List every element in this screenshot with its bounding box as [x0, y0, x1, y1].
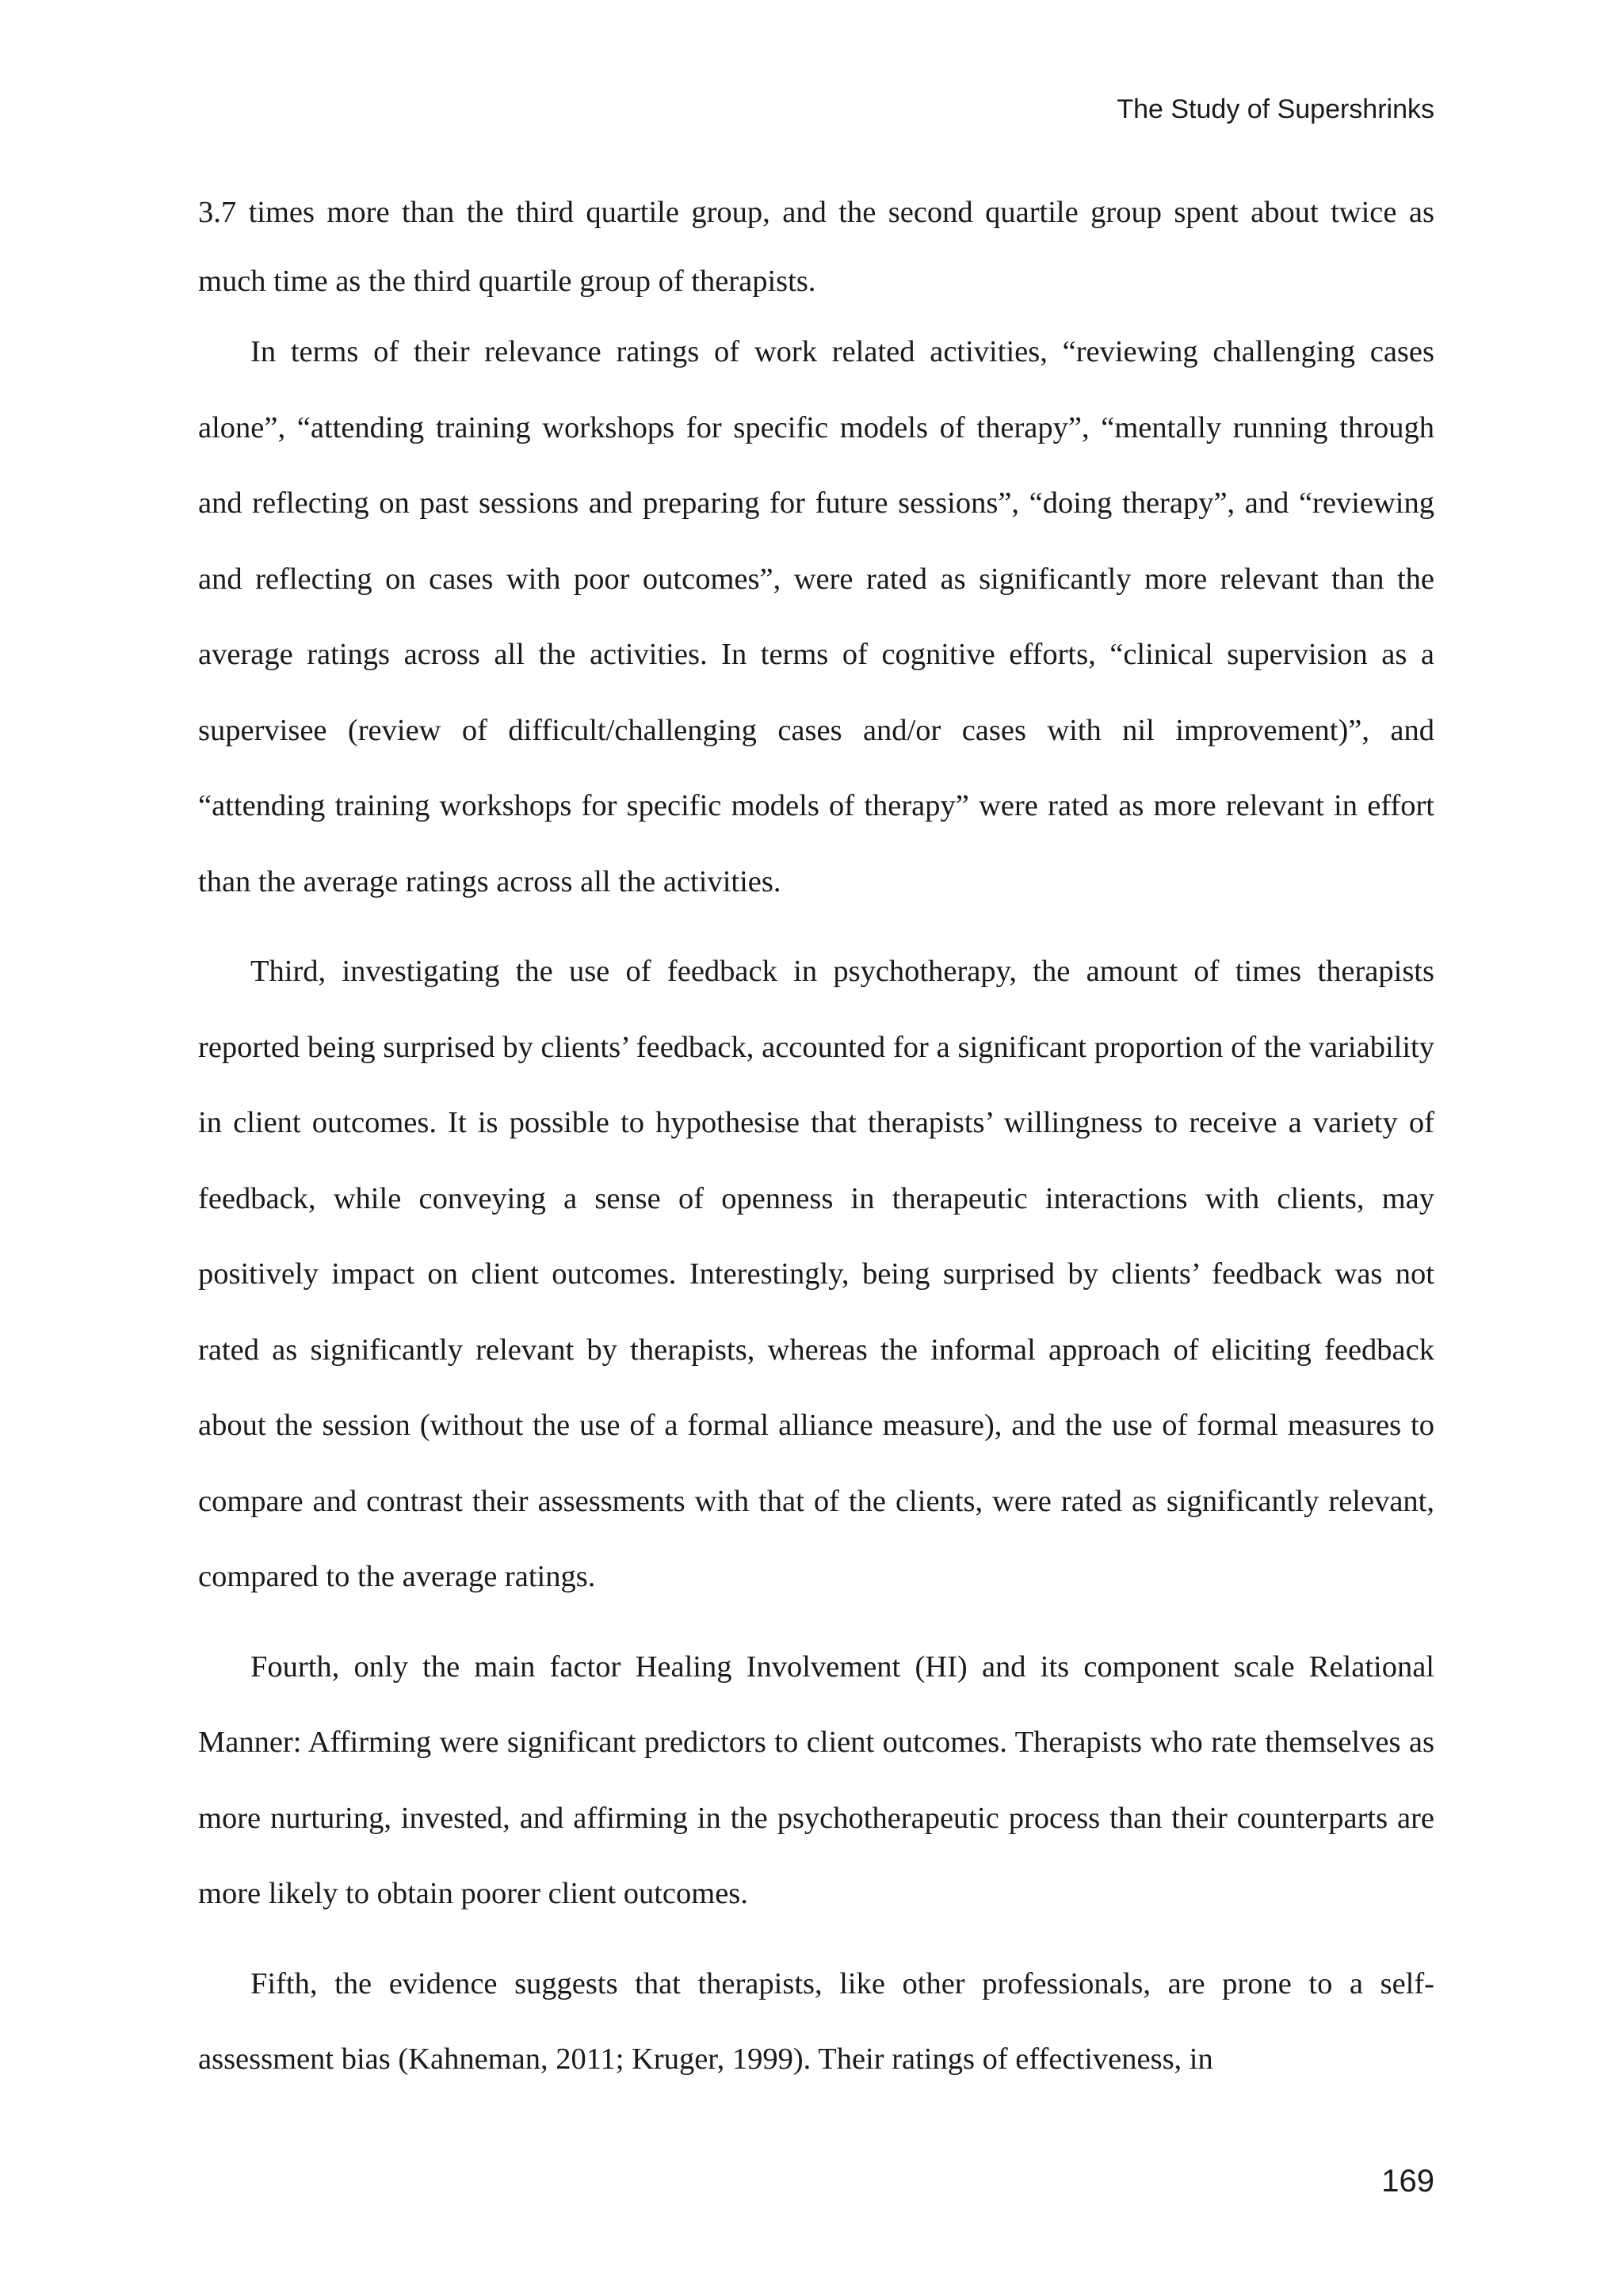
body-text [198, 190, 1434, 2098]
paragraph-feedback: Third, investigating the use of feedback in psychotherapy, the amount of times therapists reported being surprised by clients’ feedback, accounted for a significant proportion of the variability in client outcomes. It is possible to hypothesise that therapists’ willingness to receive a variety of feedback, while conveying a sense of openness in therapeutic interactions with clients, may positively impact on client outcomes. Interestingly, being surprised by clients’ feedback was not rated as significantly relevant by therapists, whereas the informal approach of eliciting feedback about the session (without the use of a formal alliance measure), and the use of formal measures to compare and contrast their assessments with that of the clients, were rated as significantly relevant, compared to the average ratings. [198, 955, 1434, 1593]
page-number: 169 [1381, 2164, 1434, 2199]
paragraph-self-assessment-bias: Fifth, the evidence suggests that therapists, like other professionals, are prone to a self-assessment bias (Kahneman, 2011; Kruger, 1999). Their ratings of effectiveness, in [198, 1966, 1434, 2076]
paragraph-continuation: 3.7 times more than the third quartile group, and the second quartile group spent about twice as much time as the third quartile group of therapists. [198, 196, 1434, 298]
running-header: The Study of Supershrinks [1117, 94, 1434, 124]
paragraph-healing-involvement: Fourth, only the main factor Healing Involvement (HI) and its component scale Relational Manner: Affirming were significant predictors to client outcomes. Therapists who rate themselves as more nurturing, invested, and affirming in the psychotherapeutic process than their counterparts are more likely to obtain poorer client outcomes. [198, 1650, 1434, 1910]
paragraph-relevance-ratings: In terms of their relevance ratings of work related activities, “reviewing challenging cases alone”, “attending training workshops for specific models of therapy”, “mentally running through and reflecting on past sessions and preparing for future sessions”, “doing therapy”, and “reviewing and reflecting on cases with poor outcomes”, were rated as significantly more relevant than the average ratings across all the activities. In terms of cognitive efforts, “clinical supervision as a supervisee (review of difficult/challenging cases and/or cases with nil improvement)”, and “attending training workshops for specific models of therapy” were rated as more relevant in effort than the average ratings across all the activities. [198, 335, 1434, 898]
